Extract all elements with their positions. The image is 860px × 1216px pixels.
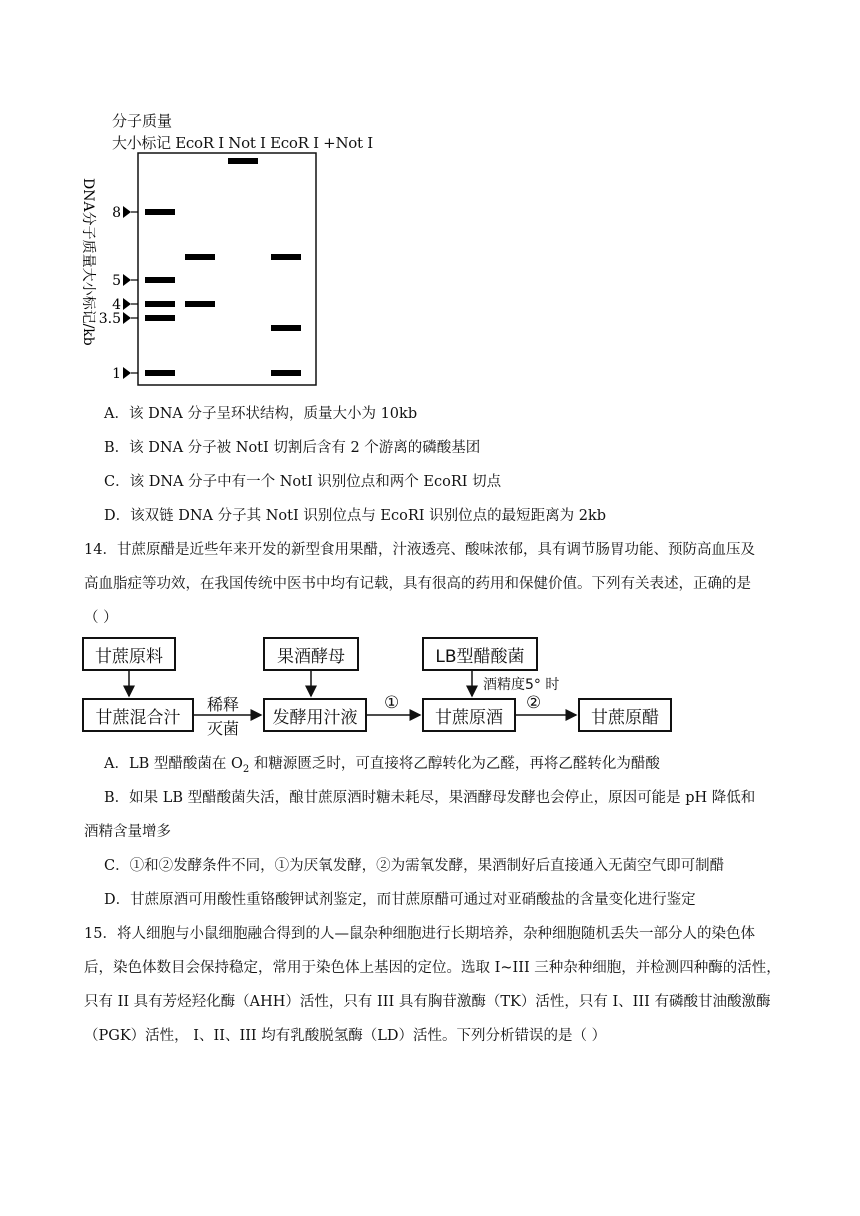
q15-line4: （PGK）活性， I、II、III 均有乳酸脱氢酶（LD）活性。下列分析错误的是（ ） xyxy=(84,1028,607,1044)
q14-option-b-line2: 酒精含量增多 xyxy=(84,824,171,840)
q15-line3: 只有 II 具有芳烃羟化酶（AHH）活性，只有 III 具有胸苷激酶（TK）活性，只有 I、III 有磷酸甘油酸激酶 xyxy=(84,994,771,1010)
flow-vinegar-box: 甘蔗原醋 xyxy=(578,698,672,732)
flow-lb-box: LB型醋酸菌 xyxy=(422,637,538,671)
flow-mix-box: 甘蔗混合汁 xyxy=(82,698,194,732)
marker-label: 4 xyxy=(112,297,121,313)
marker-label: 5 xyxy=(112,273,121,289)
q13-option-d: D．该双链 DNA 分子其 NotI 识别位点与 EcoRI 识别位点的最短距离为 2kb xyxy=(104,508,607,524)
q13-option-a: A．该 DNA 分子呈环状结构，质量大小为 10kb xyxy=(104,406,418,422)
q14-option-a-sub: 2 xyxy=(242,763,250,775)
q14-option-c: C．①和②发酵条件不同，①为厌氧发酵，②为需氧发酵，果酒制好后直接通入无菌空气即可制醋 xyxy=(104,858,725,874)
gel-title-line2: 大小标记 EcoR Ⅰ Not Ⅰ EcoR Ⅰ +Not Ⅰ xyxy=(112,134,373,152)
flow-sterilize-label: 灭菌 xyxy=(207,719,240,738)
flow-raw-box: 甘蔗原料 xyxy=(82,637,176,671)
gel-y-axis-label: DNA分子质量大小标记/kb xyxy=(80,178,96,346)
marker-label: 3.5 xyxy=(98,311,121,327)
q14-stem-line3: （ ） xyxy=(84,610,118,626)
marker-label: 1 xyxy=(112,366,121,382)
q15-line1: 15．将人细胞与小鼠细胞融合得到的人—鼠杂种细胞进行长期培养，杂种细胞随机丢失一部分人的染色体 xyxy=(84,926,755,942)
flow-yeast-box: 果酒酵母 xyxy=(263,637,359,671)
q13-option-c: C．该 DNA 分子中有一个 NotI 识别位点和两个 EcoRI 切点 xyxy=(104,474,502,490)
q14-option-a-pre: A．LB 型醋酸菌在 O xyxy=(104,756,243,772)
flow-dilute-label: 稀释 xyxy=(207,695,240,714)
q14-option-a-post: 和糖源匮乏时，可直接将乙醇转化为乙醛，再将乙醛转化为醋酸 xyxy=(249,756,660,772)
flow-alcohol-label: 酒精度5° 时 xyxy=(483,677,560,693)
q14-stem-line2: 高血脂症等功效，在我国传统中医书中均有记载，具有很高的药用和保健价值。下列有关表述，正确的是 xyxy=(84,576,751,592)
q14-option-d: D．甘蔗原酒可用酸性重铬酸钾试剂鉴定，而甘蔗原醋可通过对亚硝酸盐的含量变化进行鉴定 xyxy=(104,892,696,908)
flow-wine-box: 甘蔗原酒 xyxy=(422,698,516,732)
q14-stem-line1: 14．甘蔗原醋是近些年来开发的新型食用果醋，汁液透亮、酸味浓郁，具有调节肠胃功能、预防高血压及 xyxy=(84,542,755,558)
q14-option-b-line1: B．如果 LB 型醋酸菌失活，酿甘蔗原酒时糖未耗尽，果酒酵母发酵也会停止，原因可能是 pH 降低和 xyxy=(104,790,756,806)
flow-ferment-box: 发酵用汁液 xyxy=(263,698,367,732)
q13-option-b: B．该 DNA 分子被 NotI 切割后含有 2 个游离的磷酸基团 xyxy=(104,440,481,456)
marker-label: 8 xyxy=(112,205,121,221)
gel-title-line1: 分子质量 xyxy=(112,112,173,130)
q15-line2: 后，染色体数目会保持稳定，常用于染色体上基因的定位。选取 I~III 三种杂种细胞，并检测四种酶的活性， xyxy=(84,960,781,976)
flow-step2-label: ② xyxy=(526,693,542,713)
flow-step1-label: ① xyxy=(384,693,400,713)
